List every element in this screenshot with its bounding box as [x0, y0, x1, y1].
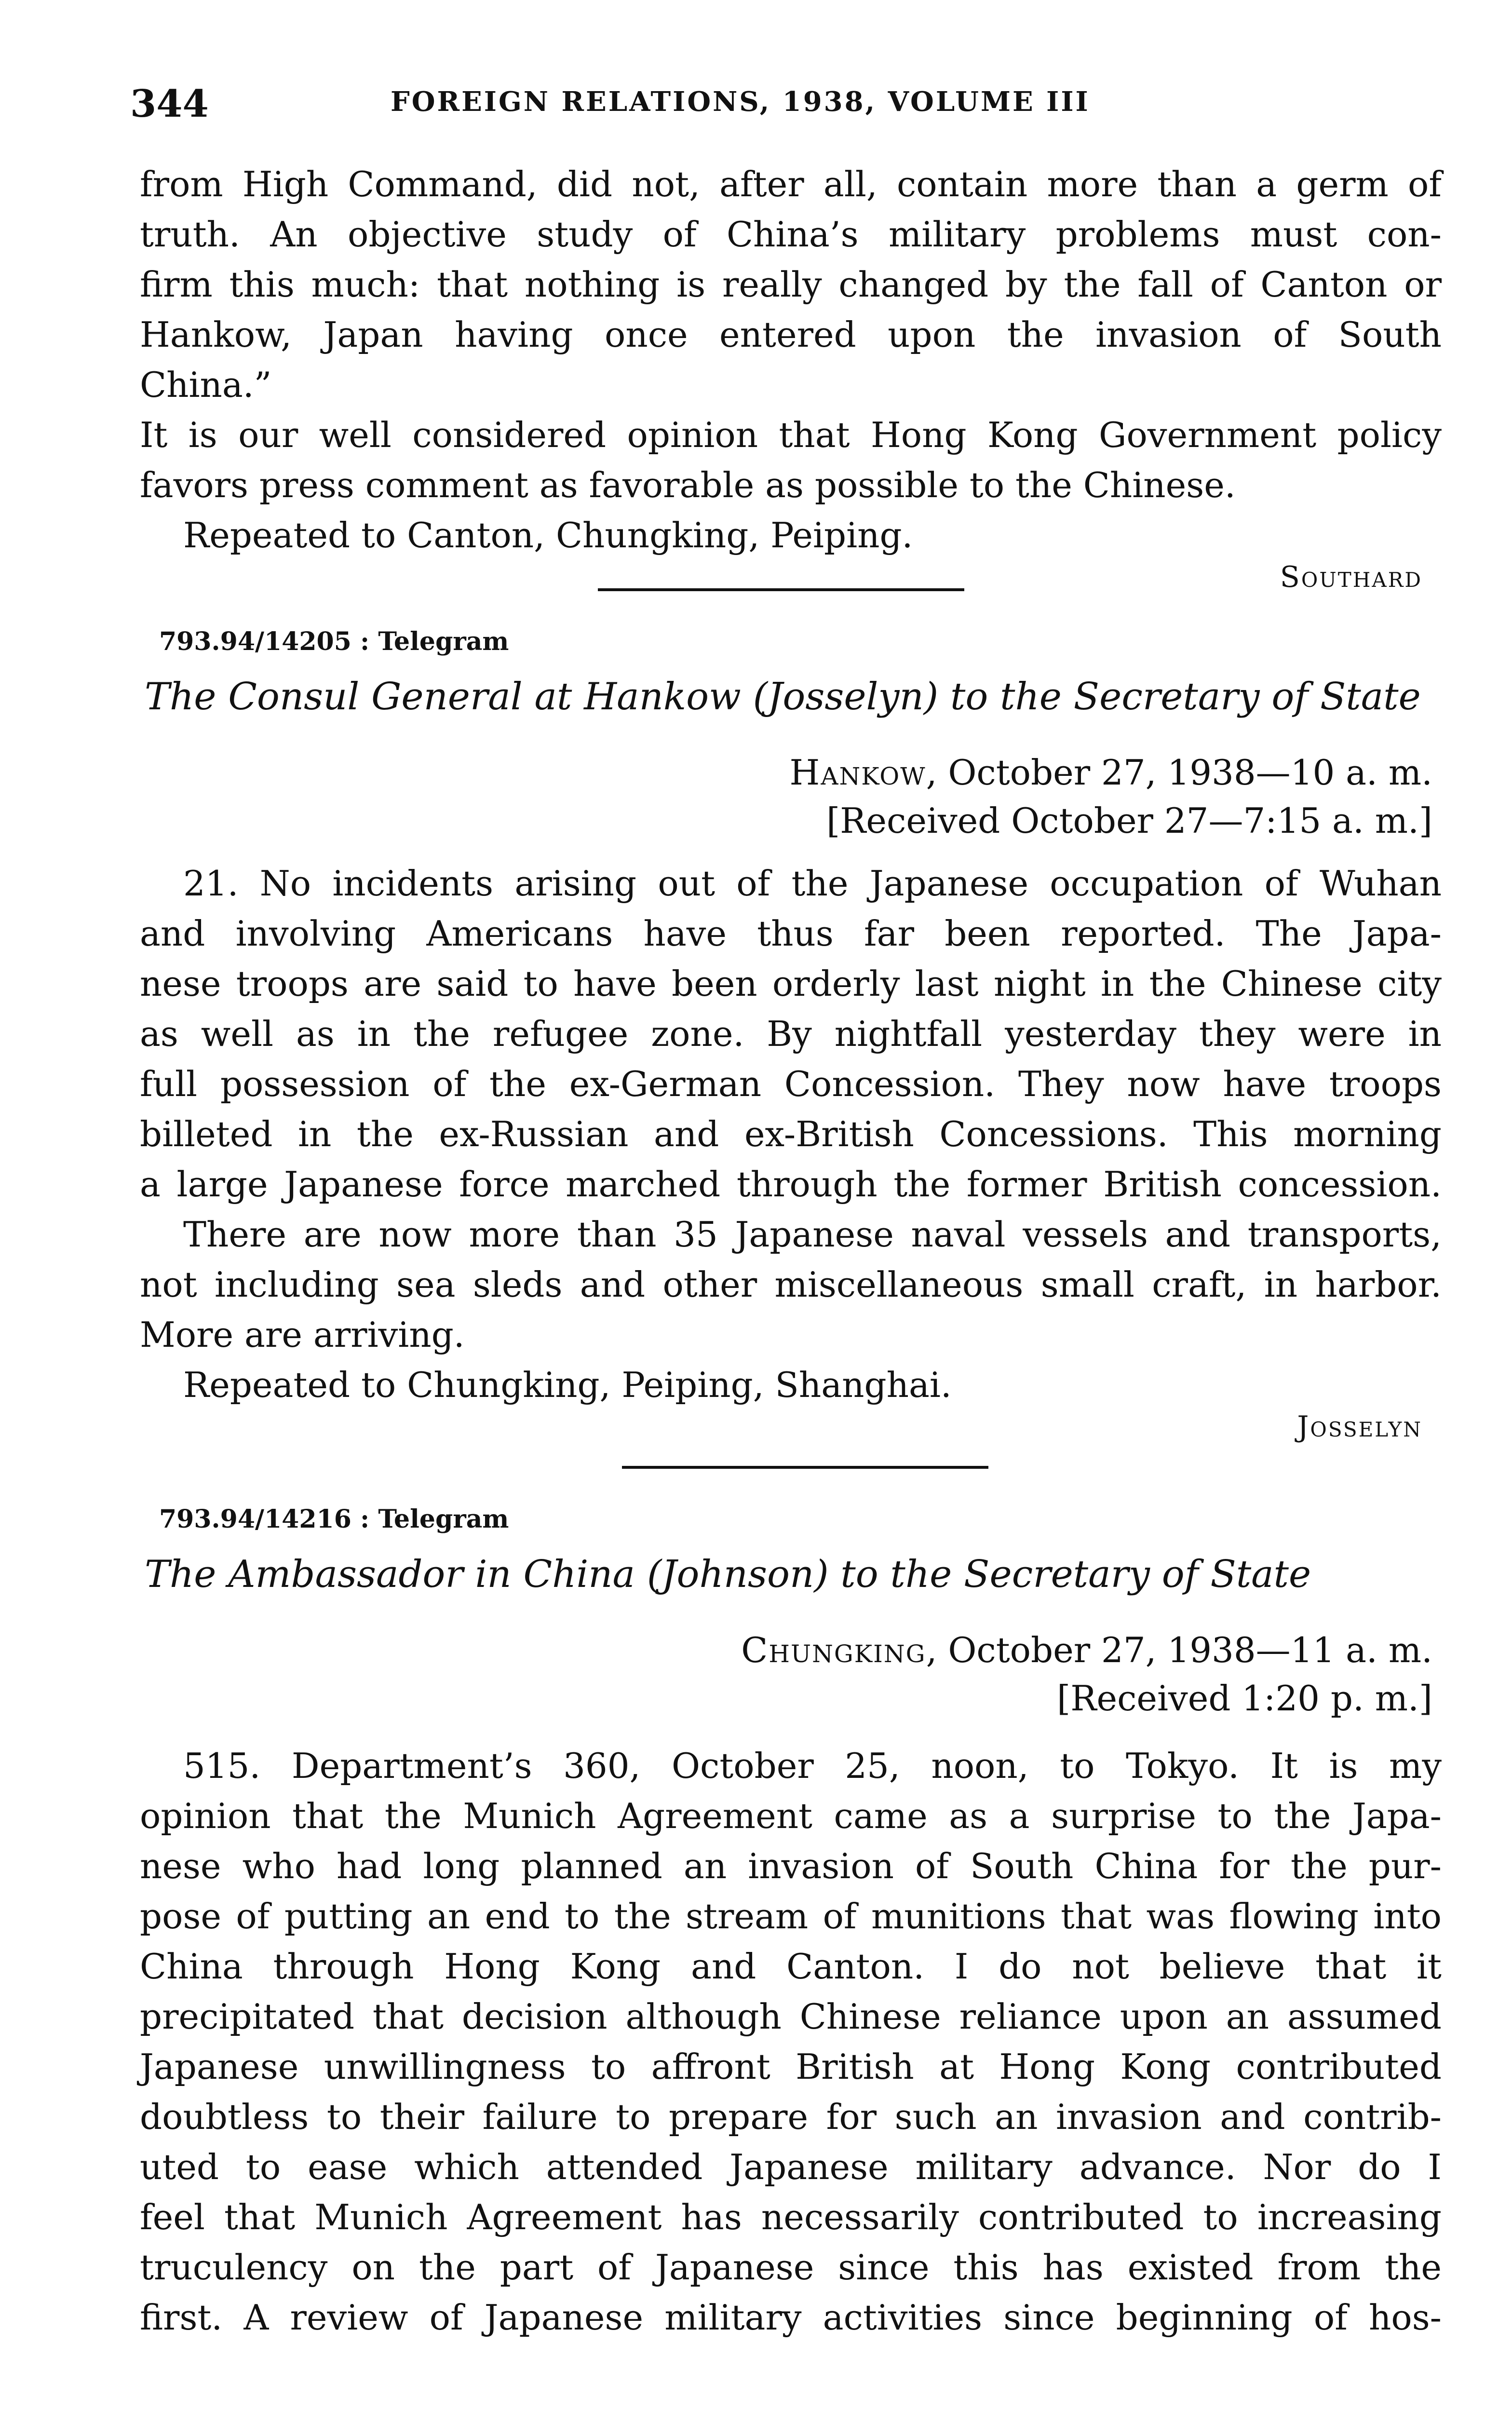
- text-line: nese who had long planned an invasion of South China for the pur-: [140, 1846, 1442, 1886]
- text-line: 515. Department’s 360, October 25, noon, to Tokyo. It is my: [183, 1746, 1442, 1786]
- text-line: nese troops are said to have been orderly last night in the Chinese city: [140, 963, 1442, 1004]
- text-line: as well as in the refugee zone. By nightfall yesterday they were in: [140, 1014, 1442, 1054]
- text-line: precipitated that decision although Chinese reliance upon an assumed: [140, 1996, 1442, 2037]
- text-line: first. A review of Japanese military activities since beginning of hos-: [140, 2297, 1442, 2338]
- dateline-place: Hankow: [789, 752, 926, 793]
- document-title: The Ambassador in China (Johnson) to the Secretary of State: [145, 1553, 1311, 1596]
- text-line: pose of putting an end to the stream of munitions that was flowing into: [140, 1896, 1442, 1937]
- signature: Southard: [1280, 560, 1422, 594]
- dateline-place: Chungking: [741, 1630, 926, 1670]
- telegram-body: [140, 858, 1442, 1444]
- received-line: [Received 1:20 p. m.]: [1057, 1678, 1432, 1719]
- text-line: truth. An objective study of China’s military problems must con-: [140, 214, 1442, 255]
- telegram-body: [140, 1741, 1442, 2343]
- text-line: Japanese unwillingness to affront British at Hong Kong contributed: [140, 2046, 1442, 2087]
- text-line: uted to ease which attended Japanese military advance. Nor do I: [140, 2147, 1442, 2187]
- text-line: doubtless to their failure to prepare for such an invasion and contrib-: [140, 2097, 1442, 2137]
- text-line: a large Japanese force marched through the former British concession.: [140, 1164, 1442, 1205]
- text-line: opinion that the Munich Agreement came as a surprise to the Japa-: [140, 1796, 1442, 1836]
- text-line: Repeated to Canton, Chungking, Peiping.: [183, 515, 913, 555]
- dateline-date: , October 27, 1938—10 a. m.: [926, 752, 1432, 793]
- document-title: The Consul General at Hankow (Josselyn) to the Secretary of State: [145, 675, 1421, 718]
- text-line: from High Command, did not, after all, contain more than a germ of: [140, 164, 1442, 204]
- text-line: favors press comment as favorable as possible to the Chinese.: [140, 465, 1236, 505]
- signature: Josselyn: [1297, 1410, 1422, 1444]
- text-line: feel that Munich Agreement has necessarily contributed to increasing: [140, 2197, 1442, 2237]
- text-line: China through Hong Kong and Canton. I do not believe that it: [140, 1946, 1442, 1987]
- page-header: [130, 77, 1432, 130]
- text-line: 21. No incidents arising out of the Japanese occupation of Wuhan: [183, 863, 1442, 904]
- text-line: It is our well considered opinion that Hong Kong Government policy: [140, 415, 1442, 455]
- text-line: full possession of the ex-German Concession. They now have troops: [140, 1064, 1442, 1104]
- text-line: Repeated to Chungking, Peiping, Shanghai.: [183, 1365, 952, 1405]
- text-line: not including sea sleds and other miscellaneous small craft, in harbor.: [140, 1264, 1442, 1305]
- dateline-date: , October 27, 1938—11 a. m.: [926, 1630, 1432, 1670]
- dateline: [741, 1630, 1432, 1670]
- text-line: firm this much: that nothing is really changed by the fall of Canton or: [140, 264, 1442, 305]
- section-divider: [622, 1466, 988, 1469]
- text-line: and involving Americans have thus far been reported. The Japa-: [140, 913, 1442, 954]
- section-divider: [598, 588, 964, 591]
- text-line: Hankow, Japan having once entered upon the invasion of South: [140, 314, 1442, 355]
- text-line: China.”: [140, 365, 272, 405]
- document-id: 793.94/14216 : Telegram: [159, 1504, 509, 1534]
- continued-telegram: [140, 159, 1442, 594]
- text-line: More are arriving.: [140, 1314, 465, 1355]
- page-number: 344: [130, 82, 209, 126]
- text-line: truculency on the part of Japanese since this has existed from the: [140, 2247, 1442, 2288]
- text-line: There are now more than 35 Japanese naval vessels and transports,: [183, 1214, 1442, 1255]
- text-line: billeted in the ex-Russian and ex-British Concessions. This morning: [140, 1114, 1442, 1154]
- document-id: 793.94/14205 : Telegram: [159, 627, 509, 656]
- running-head: FOREIGN RELATIONS, 1938, VOLUME III: [391, 86, 1090, 118]
- dateline: [790, 752, 1432, 793]
- received-line: [Received October 27—7:15 a. m.]: [826, 800, 1432, 841]
